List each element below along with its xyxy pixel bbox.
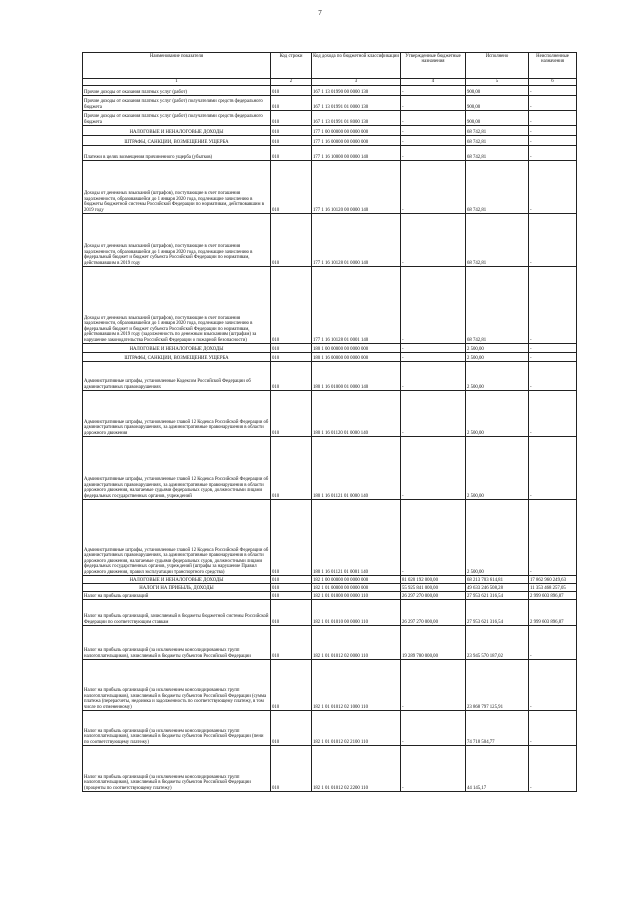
row-line-code: 010 — [271, 136, 312, 146]
column-number: 4 — [401, 79, 466, 86]
row-line-code: 010 — [271, 96, 312, 111]
row-line-code: 010 — [271, 600, 312, 626]
table-row — [83, 626, 577, 660]
row-approved: 55 925 841 000,00 — [401, 584, 466, 592]
row-indicator-name: Прочие доходы от оказания платных услуг (работ) — [83, 86, 271, 96]
row-remaining: 2 999 603 896,87 — [529, 592, 577, 600]
row-indicator-name: НАЛОГОВЫЕ И НЕНАЛОГОВЫЕ ДОХОДЫ — [83, 344, 271, 353]
row-approved: - — [401, 96, 466, 111]
row-indicator-name: Административные штрафы, установленные главой 12 Кодекса Российской Федерации об административных правонарушениях, за административные правонарушения в области дорожного движения, налагаемые судьями федеральных судов, должностными лицами федеральных государственных органов, учреждений — [83, 437, 271, 500]
row-remaining: - — [529, 126, 577, 136]
row-line-code: 010 — [271, 391, 312, 437]
table-row — [83, 500, 577, 576]
row-approved: - — [401, 437, 466, 500]
row-budget-code: 177 1 16 10120 00 0000 140 — [312, 161, 401, 214]
row-indicator-name: Доходы от денежных взысканий (штрафов), поступающие в счет погашения задолженности, образовавшейся до 1 января 2020 года, подлежащие зачислению в бюджеты бюджетной системы Российской Федерации по нормативам, действовавшим в 2019 году — [83, 161, 271, 214]
column-number: 5 — [466, 79, 529, 86]
row-executed: 68 742,81 — [466, 146, 529, 161]
row-remaining: - — [529, 500, 577, 576]
header-remaining: Неисполненные назначения — [529, 53, 577, 79]
row-line-code: 010 — [271, 86, 312, 96]
row-executed: 23 868 797 125,91 — [466, 660, 529, 711]
row-executed: 2 500,00 — [466, 391, 529, 437]
row-approved: - — [401, 214, 466, 267]
row-line-code: 010 — [271, 111, 312, 126]
table-body — [83, 86, 577, 792]
row-approved: 26 297 270 000,00 — [401, 600, 466, 626]
row-remaining: - — [529, 146, 577, 161]
row-remaining: - — [529, 344, 577, 353]
row-remaining: - — [529, 437, 577, 500]
table-row — [83, 136, 577, 146]
row-executed: 900,00 — [466, 111, 529, 126]
row-executed: 2 500,00 — [466, 500, 529, 576]
row-budget-code: 180 1 16 00000 00 0000 000 — [312, 353, 401, 362]
row-approved: - — [401, 136, 466, 146]
table-row — [83, 214, 577, 267]
row-approved: - — [401, 353, 466, 362]
row-line-code: 010 — [271, 146, 312, 161]
column-number: 6 — [529, 79, 577, 86]
row-indicator-name: Административные штрафы, установленные главой 12 Кодекса Российской Федерации об административных правонарушениях, за административные правонарушения в области дорожного движения — [83, 391, 271, 437]
row-executed: 74 718 504,77 — [466, 711, 529, 746]
header-approved: Утвержденные бюджетные назначения — [401, 53, 466, 79]
row-remaining: - — [529, 86, 577, 96]
row-remaining: - — [529, 660, 577, 711]
row-remaining: 2 999 603 896,87 — [529, 600, 577, 626]
row-approved: 81 020 192 000,00 — [401, 576, 466, 584]
row-line-code: 010 — [271, 437, 312, 500]
row-budget-code: 167 1 13 01990 00 0000 130 — [312, 86, 401, 96]
row-approved: 19 289 780 000,00 — [401, 626, 466, 660]
row-line-code: 010 — [271, 161, 312, 214]
row-indicator-name: ШТРАФЫ, САНКЦИИ, ВОЗМЕЩЕНИЕ УЩЕРБА — [83, 136, 271, 146]
row-approved: - — [401, 746, 466, 792]
table-row — [83, 267, 577, 344]
row-indicator-name: Доходы от денежных взысканий (штрафов), поступающие в счет погашения задолженности, образовавшейся до 1 января 2020 года, подлежащие зачислению в федеральный бюджет и бюджет субъекта Российской Федерации по нормативам, действовавшим в 2019 году — [83, 214, 271, 267]
table-row — [83, 584, 577, 592]
column-number: 2 — [271, 79, 312, 86]
row-line-code: 010 — [271, 584, 312, 592]
row-indicator-name: НАЛОГИ НА ПРИБЫЛЬ, ДОХОДЫ — [83, 584, 271, 592]
row-executed: 2 500,00 — [466, 437, 529, 500]
row-indicator-name: Налог на прибыль организаций (за исключением консолидированных групп налогоплательщиков), зачисляемый в бюджеты субъектов Российской Федерации (пени по соответствующему платежу) — [83, 711, 271, 746]
row-remaining: - — [529, 267, 577, 344]
row-approved: - — [401, 391, 466, 437]
row-indicator-name: Административные штрафы, установленные Кодексом Российской Федерации об административных правонарушениях — [83, 362, 271, 391]
row-line-code: 010 — [271, 576, 312, 584]
row-executed: 2 500,00 — [466, 353, 529, 362]
row-line-code: 010 — [271, 626, 312, 660]
row-executed: 68 742,81 — [466, 214, 529, 267]
row-remaining: - — [529, 161, 577, 214]
table-header-row — [83, 53, 577, 79]
row-indicator-name: Налог на прибыль организаций (за исключением консолидированных групп налогоплательщиков), зачисляемый в бюджеты субъектов Российской Федерации (сумма платежа (перерасчеты, недоимка и задолженность по соответствующему платежу, в том числе по отмененному) — [83, 660, 271, 711]
row-line-code: 010 — [271, 214, 312, 267]
row-budget-code: 180 1 16 01120 01 0000 140 — [312, 391, 401, 437]
row-remaining: - — [529, 353, 577, 362]
row-line-code: 010 — [271, 353, 312, 362]
row-executed: 2 500,00 — [466, 344, 529, 353]
row-line-code: 010 — [271, 711, 312, 746]
row-line-code: 010 — [271, 500, 312, 576]
row-budget-code: 182 1 01 00000 00 0000 000 — [312, 584, 401, 592]
row-executed: 68 742,81 — [466, 136, 529, 146]
row-indicator-name: НАЛОГОВЫЕ И НЕНАЛОГОВЫЕ ДОХОДЫ — [83, 576, 271, 584]
table-row — [83, 353, 577, 362]
row-executed: 44 145,17 — [466, 746, 529, 792]
row-remaining: - — [529, 362, 577, 391]
row-budget-code: 182 1 00 00000 00 0000 000 — [312, 576, 401, 584]
row-budget-code: 180 1 16 01121 01 0001 140 — [312, 500, 401, 576]
table-row — [83, 161, 577, 214]
row-indicator-name: Доходы от денежных взысканий (штрафов), поступающие в счет погашения задолженности, образовавшейся до 1 января 2020 года, подлежащие зачислению в федеральный бюджет и бюджет субъекта Российской Федерации по нормативам, действовавшим в 2019 году (задолженность по денежным взысканиям (штрафам) за нарушение законодательства Российской Федерации о пожарной безопасности) — [83, 267, 271, 344]
row-remaining: - — [529, 711, 577, 746]
row-budget-code: 177 1 16 00000 00 0000 000 — [312, 136, 401, 146]
row-approved: - — [401, 111, 466, 126]
table-row — [83, 746, 577, 792]
row-executed: 900,00 — [466, 96, 529, 111]
table-row — [83, 146, 577, 161]
header-line-code: Код строки — [271, 53, 312, 79]
row-executed: 68 742,81 — [466, 161, 529, 214]
column-number: 3 — [312, 79, 401, 86]
row-approved: - — [401, 660, 466, 711]
row-indicator-name: Прочие доходы от оказания платных услуг (работ) получателями средств федерального бюджета — [83, 111, 271, 126]
table-row — [83, 111, 577, 126]
row-remaining: - — [529, 626, 577, 660]
row-indicator-name: ШТРАФЫ, САНКЦИИ, ВОЗМЕЩЕНИЕ УЩЕРБА — [83, 353, 271, 362]
row-approved: - — [401, 146, 466, 161]
table-row — [83, 576, 577, 584]
row-approved: - — [401, 126, 466, 136]
row-executed: 27 953 621 316,54 — [466, 600, 529, 626]
row-approved: - — [401, 161, 466, 214]
table-row — [83, 711, 577, 746]
row-line-code: 010 — [271, 592, 312, 600]
row-approved: - — [401, 344, 466, 353]
row-executed: 49 633 246 508,28 — [466, 584, 529, 592]
row-remaining: 11 353 468 257,05 — [529, 584, 577, 592]
table-row — [83, 592, 577, 600]
row-approved: - — [401, 711, 466, 746]
row-indicator-name: Налог на прибыль организаций — [83, 592, 271, 600]
row-executed: 68 742,81 — [466, 126, 529, 136]
row-indicator-name: Прочие доходы от оказания платных услуг (работ) получателями средств федерального бюджета — [83, 96, 271, 111]
row-line-code: 010 — [271, 267, 312, 344]
row-budget-code: 180 1 16 01121 01 0000 140 — [312, 437, 401, 500]
table-row — [83, 437, 577, 500]
row-budget-code: 177 1 16 10128 01 0001 140 — [312, 267, 401, 344]
revenue-table — [82, 52, 577, 792]
row-executed: 900,00 — [466, 86, 529, 96]
page-number: 7 — [318, 9, 322, 17]
table-row — [83, 600, 577, 626]
row-indicator-name: Налог на прибыль организаций, зачисляемый в бюджеты бюджетной системы Российской Федерации по соответствующим ставкам — [83, 600, 271, 626]
row-indicator-name: Налог на прибыль организаций (за исключением консолидированных групп налогоплательщиков), зачисляемый в бюджеты субъектов Российской Федерации (проценты по соответствующему платежу) — [83, 746, 271, 792]
row-budget-code: 167 1 13 01991 01 0000 130 — [312, 96, 401, 111]
row-budget-code: 182 1 01 01012 02 0000 110 — [312, 626, 401, 660]
row-remaining: - — [529, 96, 577, 111]
row-budget-code: 177 1 16 10128 01 0000 140 — [312, 214, 401, 267]
table-row — [83, 660, 577, 711]
row-remaining: - — [529, 746, 577, 792]
row-remaining: - — [529, 136, 577, 146]
row-indicator-name: Платежи в целях возмещения причиненного ущерба (убытков) — [83, 146, 271, 161]
row-approved: - — [401, 267, 466, 344]
row-line-code: 010 — [271, 746, 312, 792]
table-row — [83, 86, 577, 96]
header-budget-code: Код дохода по бюджетной классификации — [312, 53, 401, 79]
row-executed: 68 742,81 — [466, 267, 529, 344]
column-number-row — [83, 79, 577, 86]
row-budget-code: 180 1 16 01000 01 0000 140 — [312, 362, 401, 391]
row-approved: - — [401, 362, 466, 391]
table-row — [83, 126, 577, 136]
row-remaining: - — [529, 391, 577, 437]
header-indicator-name: Наименование показателя — [83, 53, 271, 79]
row-approved: 26 297 270 000,00 — [401, 592, 466, 600]
row-budget-code: 182 1 01 01000 00 0000 110 — [312, 592, 401, 600]
table-row — [83, 344, 577, 353]
row-executed: 27 953 621 316,54 — [466, 592, 529, 600]
row-executed: 23 945 570 187,02 — [466, 626, 529, 660]
table-row — [83, 362, 577, 391]
row-remaining: 17 862 960 249,63 — [529, 576, 577, 584]
row-budget-code: 180 1 00 00000 00 0000 000 — [312, 344, 401, 353]
row-budget-code: 182 1 01 01012 02 1000 110 — [312, 660, 401, 711]
row-line-code: 010 — [271, 126, 312, 136]
row-executed: 2 500,00 — [466, 362, 529, 391]
row-budget-code: 182 1 01 01012 02 2200 110 — [312, 746, 401, 792]
row-budget-code: 177 1 00 00000 00 0000 000 — [312, 126, 401, 136]
row-indicator-name: Налог на прибыль организаций (за исключением консолидированных групп налогоплательщиков), зачисляемый в бюджеты субъектов Российской Федерации — [83, 626, 271, 660]
row-line-code: 010 — [271, 362, 312, 391]
row-indicator-name: Административные штрафы, установленные главой 12 Кодекса Российской Федерации об административных правонарушениях, за административные правонарушения в области дорожного движения, налагаемые судьями федеральных судов, должностными лицами федеральных государственных органов, учреждений (штрафы за нарушение Правил дорожного движения, правил эксплуатации транспортного средства) — [83, 500, 271, 576]
table-row — [83, 96, 577, 111]
row-line-code: 010 — [271, 344, 312, 353]
row-indicator-name: НАЛОГОВЫЕ И НЕНАЛОГОВЫЕ ДОХОДЫ — [83, 126, 271, 136]
row-approved: - — [401, 500, 466, 576]
row-approved: - — [401, 86, 466, 96]
row-remaining: - — [529, 214, 577, 267]
row-remaining: - — [529, 111, 577, 126]
row-budget-code: 182 1 01 01010 00 0000 110 — [312, 600, 401, 626]
header-executed: Исполнено — [466, 53, 529, 79]
column-number: 1 — [83, 79, 271, 86]
row-budget-code: 182 1 01 01012 02 2100 110 — [312, 711, 401, 746]
table-row — [83, 391, 577, 437]
row-line-code: 010 — [271, 660, 312, 711]
row-budget-code: 177 1 16 10000 00 0000 140 — [312, 146, 401, 161]
row-executed: 68 213 703 614,81 — [466, 576, 529, 584]
row-budget-code: 167 1 13 01991 01 8000 130 — [312, 111, 401, 126]
